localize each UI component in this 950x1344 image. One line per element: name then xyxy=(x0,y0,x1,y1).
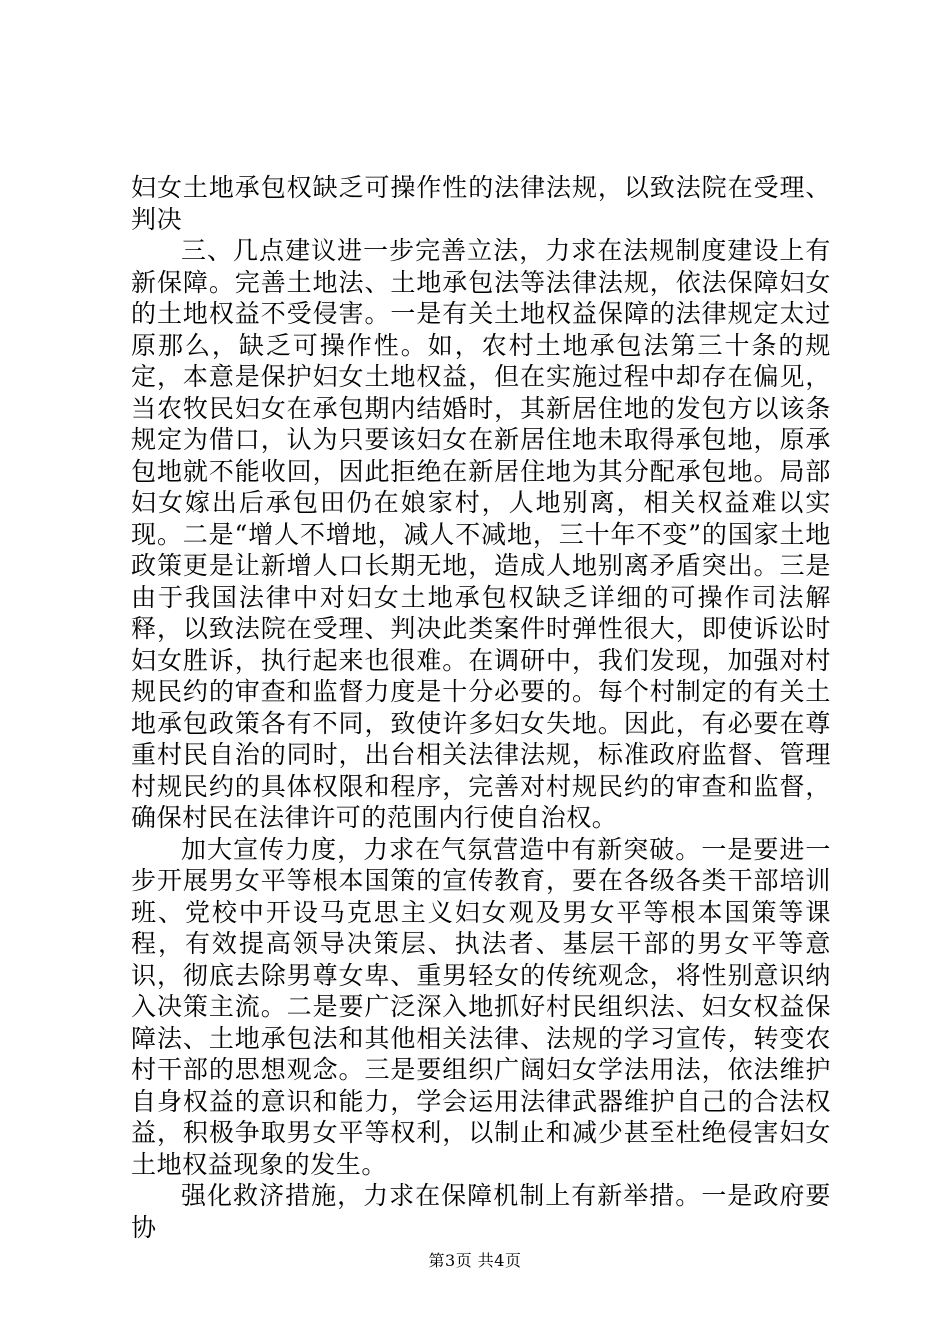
paragraph-publicity: 加大宣传力度，力求在气氛营造中有新突破。一是要进一步开展男女平等根本国策的宣传教育，要在各级各类干部培训班、党校中开设马克思主义妇女观及男女平等根本国策等课程，有效提高领导决策层、执法者、基层干部的男女平等意识，彻底去除男尊女卑、重男轻女的传统观念，将性别意识纳入决策主流。二是要广泛深入地抓好村民组织法、妇女权益保障法、土地承包法和其他相关法律、法规的学习宣传，转变农村干部的思想观念。三是要组织广阔妇女学法用法，依法维护自身权益的意识和能力，学会运用法律武器维护自己的合法权益，积极争取男女平等权利，以制止和减少甚至杜绝侵害妇女土地权益现象的发生。 xyxy=(131,834,831,1179)
paragraph-continuation: 妇女土地承包权缺乏可操作性的法律法规，以致法院在受理、判决 xyxy=(131,173,831,234)
document-body xyxy=(131,172,831,1243)
paragraph-relief-measures: 强化救济措施，力求在保障机制上有新举措。一是政府要协 xyxy=(131,1181,831,1242)
paragraph-legislation: 三、几点建议进一步完善立法，力求在法规制度建设上有新保障。完善土地法、土地承包法等法律法规，依法保障妇女的土地权益不受侵害。一是有关土地权益保障的法律规定太过原那么，缺乏可操作性。如，农村土地承包法第三十条的规定，本意是保护妇女土地权益，但在实施过程中却存在偏见，当农牧民妇女在承包期内结婚时，其新居住地的发包方以该条规定为借口，认为只要该妇女在新居住地未取得承包地，原承包地就不能收回，因此拒绝在新居住地为其分配承包地。局部妇女嫁出后承包田仍在娘家村，人地别离，相关权益难以实现。二是“增人不增地，减人不减地，三十年不变”的国家土地政策更是让新增人口长期无地，造成人地别离矛盾突出。三是由于我国法律中对妇女土地承包权缺乏详细的可操作司法解释，以致法院在受理、判决此类案件时弹性很大，即使诉讼时妇女胜诉，执行起来也很难。在调研中，我们发现，加强对村规民约的审查和监督力度是十分必要的。每个村制定的有关土地承包政策各有不同，致使许多妇女失地。因此，有必要在尊重村民自治的同时，出台相关法律法规，标准政府监督、管理村规民约的具体权限和程序，完善对村规民约的审查和监督，确保村民在法律许可的范围内行使自治权。 xyxy=(131,236,831,832)
page-number-footer: 第3页 共4页 xyxy=(428,1251,522,1270)
